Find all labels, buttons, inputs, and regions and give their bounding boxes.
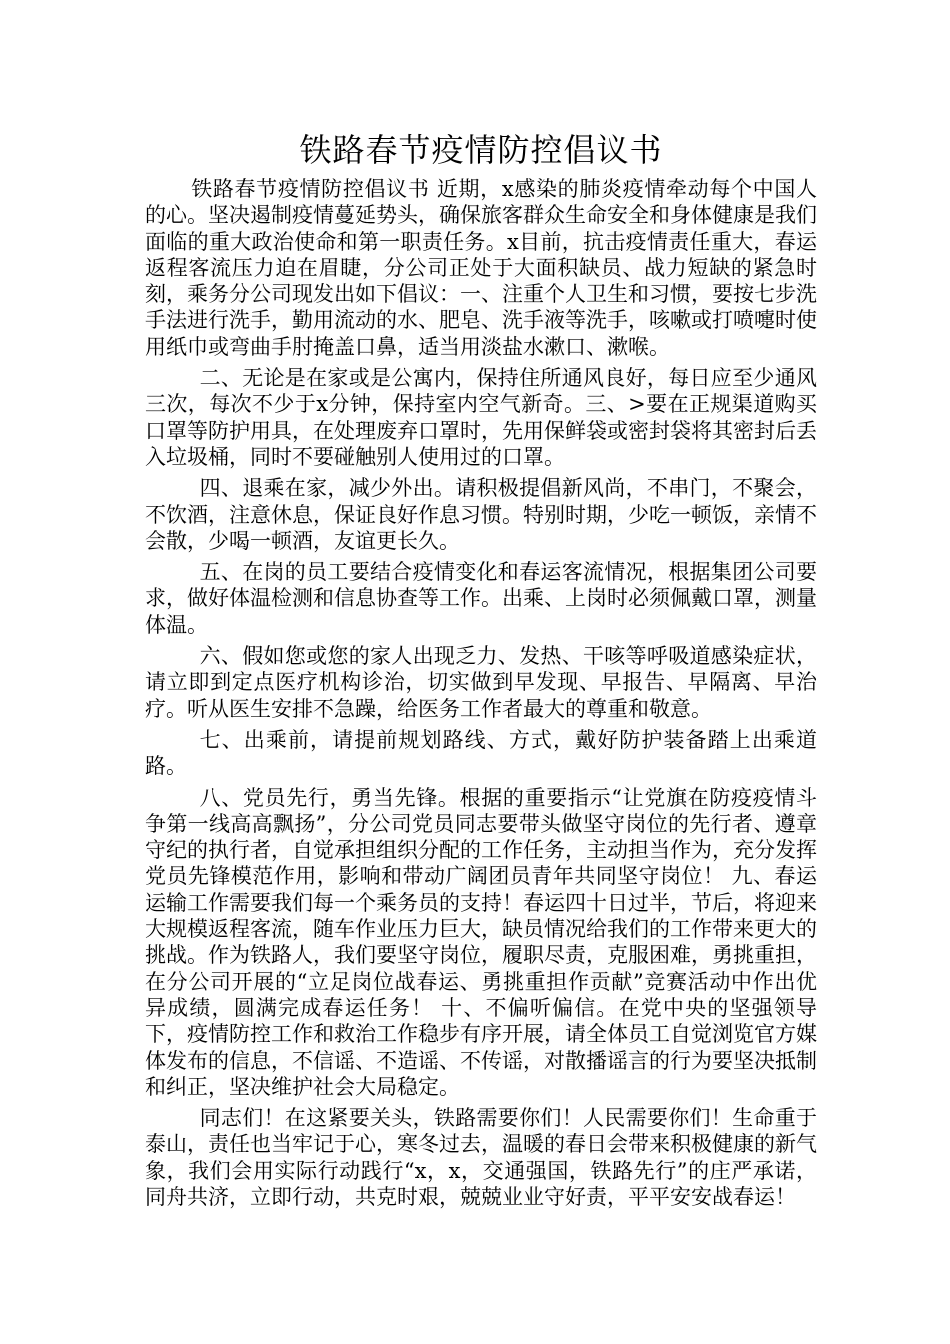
paragraph-intro: 铁路春节疫情防控倡议书 近期，x感染的肺炎疫情牵动每个中国人的心。坚决遏制疫情蔓延势头，确保旅客群众生命安全和身体健康是我们面临的重大政治使命和第一职责任务。x目前，抗击疫情责任重大，春运返程客流压力迫在眉睫，分公司正处于大面积缺员、战力短缺的紧急时刻，乘务分公司现发出如下倡议：一、注重个人卫生和习惯，要按七步洗手法进行洗手，勤用流动的水、肥皂、洗手液等洗手，咳嗽或打喷嚏时使用纸巾或弯曲手肘掩盖口鼻，适当用淡盐水漱口、漱喉。 [145, 177, 817, 359]
document-page [145, 128, 817, 1210]
paragraph-6: 六、假如您或您的家人出现乏力、发热、干咳等呼吸道感染症状，请立即到定点医疗机构诊治，切实做到早发现、早报告、早隔离、早治疗。听从医生安排不急躁，给医务工作者最大的尊重和敬意。 [145, 644, 817, 721]
paragraph-7: 七、出乘前，请提前规划路线、方式，戴好防护装备踏上出乘道路。 [145, 727, 817, 779]
paragraph-4: 四、退乘在家，减少外出。请积极提倡新风尚，不串门，不聚会，不饮酒，注意休息，保证良好作息习惯。特别时期，少吃一顿饭，亲情不会散，少喝一顿酒，友谊更长久。 [145, 476, 817, 553]
paragraph-closing: 同志们！在这紧要关头，铁路需要你们！人民需要你们！生命重于泰山，责任也当牢记于心，寒冬过去，温暖的春日会带来积极健康的新气象，我们会用实际行动践行“x，x，交通强国，铁路先行”的庄严承诺，同舟共济，立即行动，共克时艰，兢兢业业守好责，平平安安战春运！ [145, 1106, 817, 1209]
paragraph-2-3: 二、无论是在家或是公寓内，保持住所通风良好，每日应至少通风三次，每次不少于x分钟，保持室内空气新奇。三、>要在正规渠道购买口罩等防护用具，在处理废弃口罩时，先用保鲜袋或密封袋将其密封后丢入垃圾桶，同时不要碰触别人使用过的口罩。 [145, 366, 817, 469]
paragraph-5: 五、在岗的员工要结合疫情变化和春运客流情况，根据集团公司要求，做好体温检测和信息协查等工作。出乘、上岗时必须佩戴口罩，测量体温。 [145, 560, 817, 637]
paragraph-8-10: 八、党员先行，勇当先锋。根据的重要指示“让党旗在防疫疫情斗争第一线高高飘扬”，分公司党员同志要带头做坚守岗位的先行者、遵章守纪的执行者，自觉承担组织分配的工作任务，主动担当作为，充分发挥党员先锋模范作用，影响和带动广阔团员青年共同坚守岗位！ 九、春运运输工作需要我们每一个乘务员的支持！春运四十日过半，节后，将迎来大规模返程客流，随车作业压力巨大，缺员情况给我们的工作带来更大的挑战。作为铁路人，我们要坚守岗位，履职尽责，克服困难，勇挑重担，在分公司开展的“立足岗位战春运、勇挑重担作贡献”竞赛活动中作出优异成绩，圆满完成春运任务！ 十、不偏听偏信。在党中央的坚强领导下，疫情防控工作和救治工作稳步有序开展，请全体员工自觉浏览官方媒体发布的信息，不信谣、不造谣、不传谣，对散播谣言的行为要坚决抵制和纠正，坚决维护社会大局稳定。 [145, 785, 817, 1099]
document-title: 铁路春节疫情防控倡议书 [299, 131, 663, 169]
